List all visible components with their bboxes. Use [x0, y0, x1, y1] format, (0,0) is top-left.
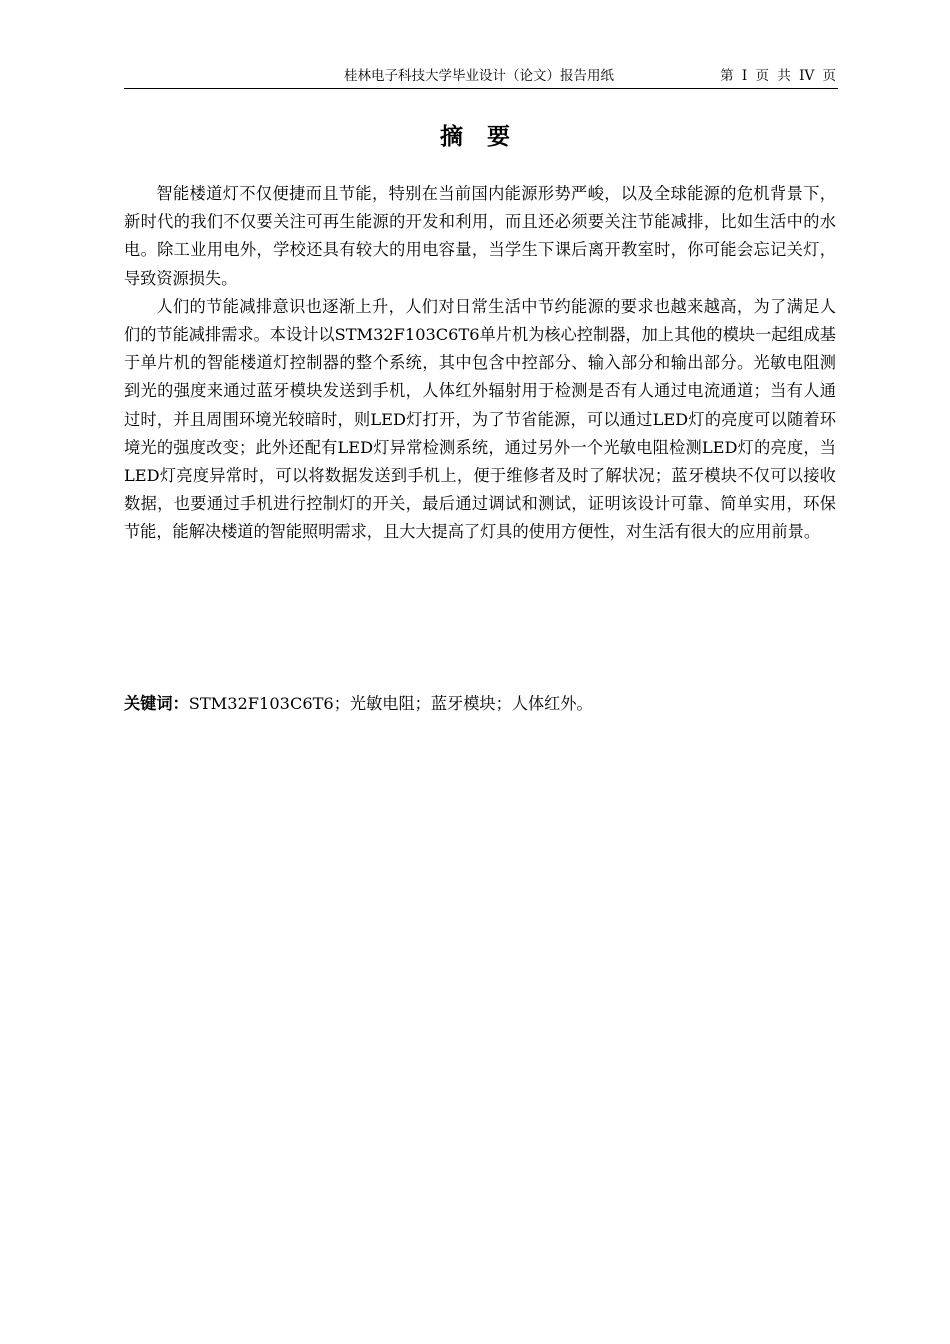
- abstract-paragraph-2: 人们的节能减排意识也逐渐上升，人们对日常生活中节约能源的要求也越来越高，为了满足人们的节能减排需求。本设计以STM32F103C6T6单片机为核心控制器，加上其他的模块一起组成基于单片机的智能楼道灯控制器的整个系统，其中包含中控部分、输入部分和输出部分。光敏电阻测到光的强度来通过蓝牙模块发送到手机，人体红外辐射用于检测是否有人通过电流通道；当有人通过时，并且周围环境光较暗时，则LED灯打开，为了节省能源，可以通过LED灯的亮度可以随着环境光的强度改变；此外还配有LED灯异常检测系统，通过另外一个光敏电阻检测LED灯的亮度，当LED灯亮度异常时，可以将数据发送到手机上，便于维修者及时了解状况；蓝牙模块不仅可以接收数据，也要通过手机进行控制灯的开关，最后通过调试和测试，证明该设计可靠、简单实用，环保节能，能解决楼道的智能照明需求，且大大提高了灯具的使用方便性，对生活有很大的应用前景。: [124, 296, 836, 542]
- keywords-label: 关键词：: [124, 694, 189, 713]
- abstract-heading: 摘要: [440, 124, 534, 150]
- keywords-line: [124, 690, 836, 718]
- abstract-paragraph-1: 智能楼道灯不仅便捷而且节能，特别在当前国内能源形势严峻，以及全球能源的危机背景下，新时代的我们不仅要关注可再生能源的开发和利用，而且还必须要关注节能减排，比如生活中的水电。除工业用电外，学校还具有较大的用电容量，当学生下课后离开教室时，你可能会忘记关灯，导致资源损失。: [124, 184, 836, 288]
- header-title: 桂林电子科技大学毕业设计（论文）报告用纸: [344, 68, 614, 84]
- page-header: [124, 66, 838, 89]
- abstract-body: [124, 180, 836, 547]
- keywords-text: STM32F103C6T6；光敏电阻；蓝牙模块；人体红外。: [188, 694, 593, 713]
- header-page-number: 第 I 页 共 IV 页: [720, 68, 836, 84]
